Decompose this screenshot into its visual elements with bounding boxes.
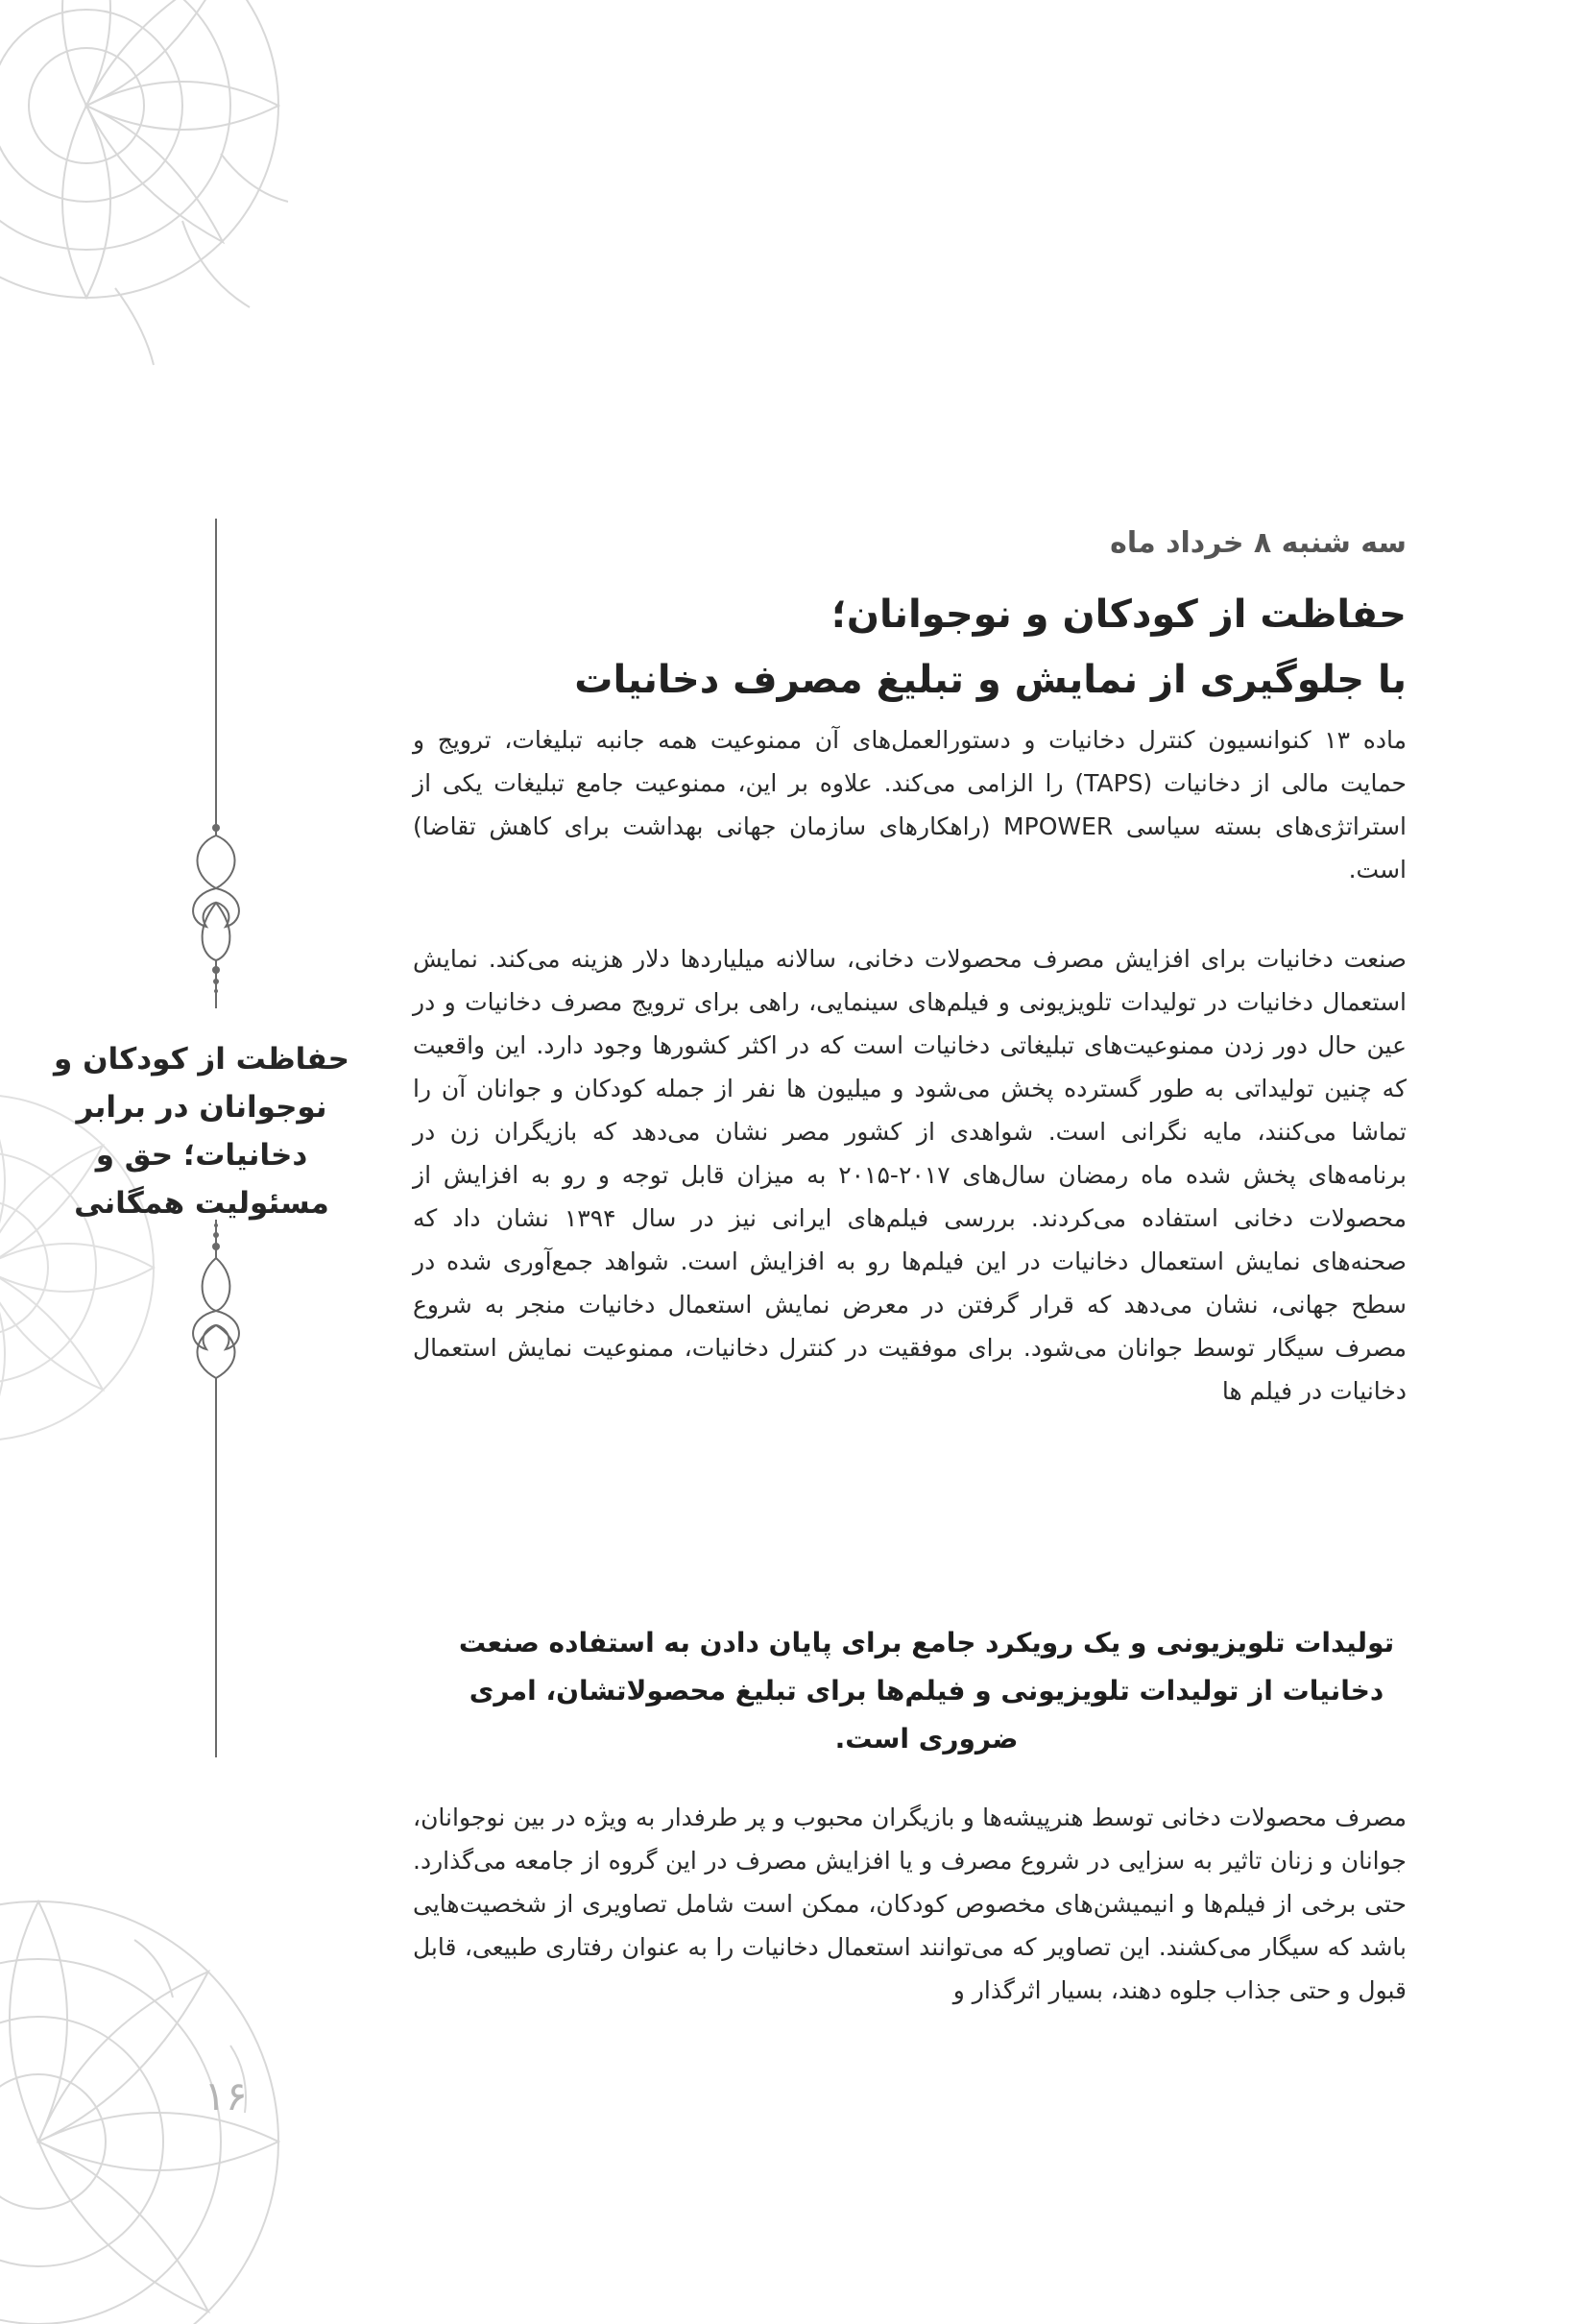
paragraph-1: ماده ۱۳ کنوانسیون کنترل دخانیات و دستورالعمل‌های آن ممنوعیت همه جانبه تبلیغات، ترویج و حمایت مالی از دخانیات (TAPS) را الزامی می‌کند. علاوه بر این، ممنوعیت جامع تبلیغات یکی از استراتژی‌های بسته سیاسی MPOWER (راهکارهای سازمان جهانی بهداشت برای کاهش تقاضا) است.: [413, 726, 1407, 884]
vertical-divider-top: [182, 519, 250, 1008]
date-line: سه شنبه ۸ خرداد ماه: [1110, 526, 1407, 560]
paragraph-2: صنعت دخانیات برای افزایش مصرف محصولات دخانی، سالانه میلیاردها دلار هزینه می‌کند. نمایش استعمال دخانیات در تولیدات تلویزیونی و فیلم‌های سینمایی، راهی برای ترویج مصرف دخانیات و در عین حال دور زدن ممنوعیت‌های تبلیغاتی دخانیات است که در اکثر کشورها وجود دارد. این واقعیت که چنین تولیداتی به طور گسترده پخش می‌شود و میلیون ها نفر از جمله کودکان و جوانان آن را تماشا می‌کنند، مایه نگرانی است. شواهدی از کشور مصر نشان می‌دهد که بازیگران زن در برنامه‌های پخش شده ماه رمضان سال‌های ۲۰۱۷-۲۰۱۵ به میزان قابل توجه و رو به افزایش از محصولات دخانی استفاده می‌کردند. بررسی فیلم‌های ایرانی نیز در سال ۱۳۹۴ نشان داد که صحنه‌های نمایش استعمال دخانیات در این فیلم‌ها رو به افزایش است. شواهد جمع‌آوری شده در سطح جهانی، نشان می‌دهد که قرار گرفتن در معرض نمایش استعمال دخانیات منجر به شروع مصرف سیگار توسط جوانان می‌شود. برای موفقیت در کنترل دخانیات، ممنوعیت نمایش استعمال دخانیات در فیلم ها: [413, 945, 1407, 1405]
vertical-divider-bottom: [182, 1220, 250, 1757]
mandala-ornament-bottom-left: [0, 1825, 317, 2324]
pull-quote: تولیدات تلویزیونی و یک رویکرد جامع برای پایان دادن به استفاده صنعت دخانیات از تولیدات تلویزیونی و فیلم‌ها برای تبلیغ محصولاتشان، امری ضروری است.: [458, 1627, 1395, 1755]
paragraph-3: مصرف محصولات دخانی توسط هنرپیشه‌ها و بازیگران محبوب و پر طرفدار به ویژه در بین نوجوانان، جوانان و زنان تاثیر به سزایی در شروع مصرف و یا افزایش مصرف در این گروه از جامعه می‌گذارد. حتی برخی از فیلم‌ها و انیمیشن‌های مخصوص کودکان، ممکن است شامل تصاویری از شخصیت‌هایی باشد که سیگار می‌کشند. این تصاویر که می‌توانند استعمال دخانیات را به عنوان رفتاری طبیعی، قابل قبول و حتی جذاب جلوه دهند، بسیار اثرگذار و: [413, 1804, 1407, 2004]
mandala-ornament-top-left: [0, 0, 326, 403]
article-title: [413, 582, 1407, 713]
article-title-line-1: حفاظت از کودکان و نوجوانان؛: [830, 593, 1407, 637]
article-title-line-2: با جلوگیری از نمایش و تبلیغ مصرف دخانیات: [574, 658, 1407, 702]
sidebar-title: حفاظت از کودکان و نوجوانان در برابر دخانیات؛ حق و مسئولیت همگانی: [54, 1042, 349, 1221]
page-number: ۱۶: [204, 2072, 248, 2119]
